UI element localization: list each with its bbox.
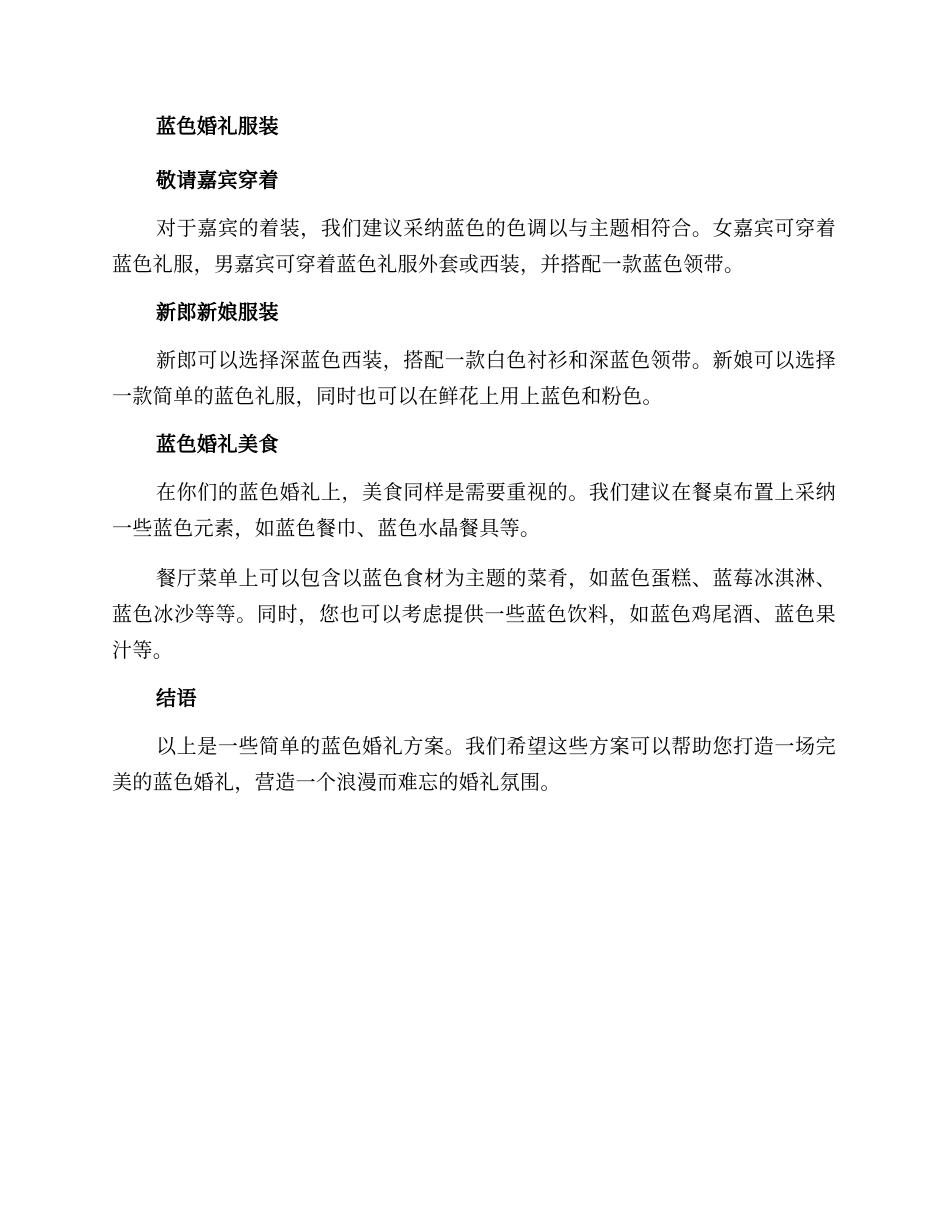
section-heading-food: 蓝色婚礼美食 [156, 432, 279, 456]
document-page [112, 110, 836, 800]
section-heading-attire: 蓝色婚礼服装 [156, 114, 279, 138]
paragraph-guest-attire: 对于嘉宾的着装，我们建议采纳蓝色的色调以与主题相符合。女嘉宾可穿着蓝色礼服，男嘉宾可穿着蓝色礼服外套或西装，并搭配一款蓝色领带。 [112, 216, 836, 276]
section-heading-conclusion: 结语 [156, 686, 197, 710]
section-heading-couple-attire: 新郎新娘服装 [156, 300, 279, 324]
paragraph-couple-attire: 新郎可以选择深蓝色西装，搭配一款白色衬衫和深蓝色领带。新娘可以选择一款简单的蓝色礼服，同时也可以在鲜花上用上蓝色和粉色。 [112, 348, 836, 408]
section-heading-guest-attire: 敬请嘉宾穿着 [156, 168, 279, 192]
paragraph-food-table: 在你们的蓝色婚礼上，美食同样是需要重视的。我们建议在餐桌布置上采纳一些蓝色元素，如蓝色餐巾、蓝色水晶餐具等。 [112, 480, 836, 540]
paragraph-food-menu: 餐厅菜单上可以包含以蓝色食材为主题的菜肴，如蓝色蛋糕、蓝莓冰淇淋、蓝色冰沙等等。同时，您也可以考虑提供一些蓝色饮料，如蓝色鸡尾酒、蓝色果汁等。 [112, 566, 836, 662]
paragraph-conclusion: 以上是一些简单的蓝色婚礼方案。我们希望这些方案可以帮助您打造一场完美的蓝色婚礼，营造一个浪漫而难忘的婚礼氛围。 [112, 734, 836, 794]
